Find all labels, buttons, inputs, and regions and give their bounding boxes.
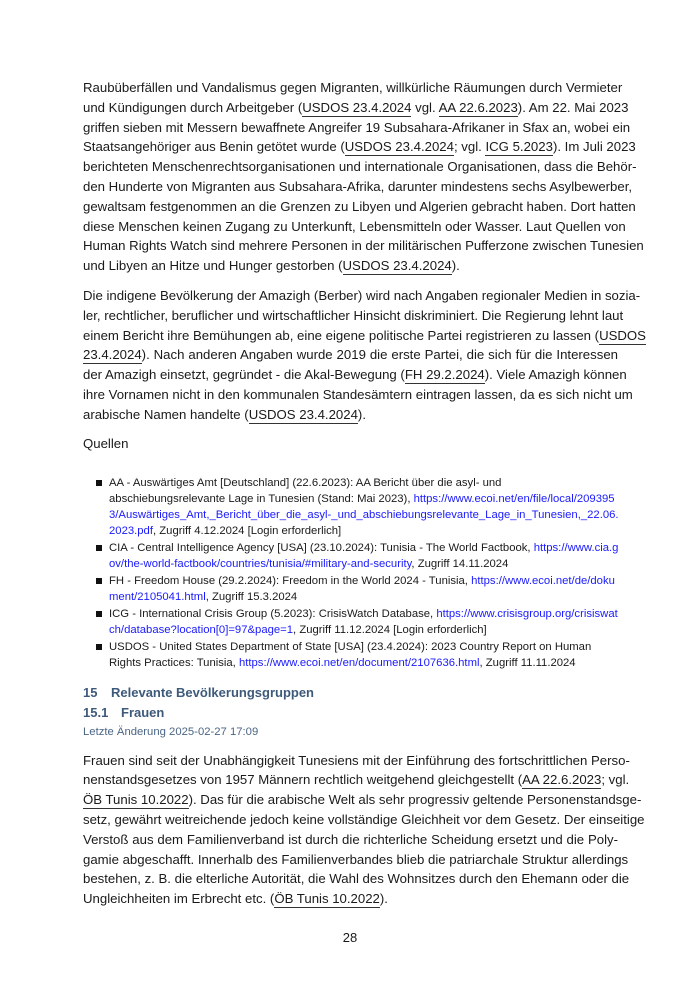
citation-link[interactable]: AA 22.6.2023 — [438, 99, 518, 115]
page-number: 28 — [342, 930, 358, 945]
text-segment: Staatsangehöriger aus Benin getötet wurde ( — [83, 139, 345, 155]
text-segment: ). Viele Amazigh können — [484, 367, 627, 383]
citation-link[interactable]: USDOS 23.4.2024 — [342, 258, 452, 274]
text-line — [83, 326, 646, 346]
text-segment: Frauen sind seit der Unabhängigkeit Tunesiens mit der Einführung des fortschrittlichen Perso- — [83, 752, 630, 768]
text-segment: arabische Namen handelte ( — [83, 406, 249, 422]
source-access-date: , Zugriff 11.12.2024 [Login erforderlich] — [293, 623, 487, 636]
text-line — [83, 217, 626, 237]
text-segment: Verstoß aus dem Familienverband ist durch die richterliche Scheidung ersetzt und die Poly- — [83, 831, 618, 847]
citation-link[interactable]: USDOS 23.4.2024 — [302, 99, 412, 115]
text-segment: ). Das für die arabische Welt als sehr progressiv geltende Personenstandsge- — [188, 792, 642, 808]
text-line — [83, 850, 629, 870]
citation-link[interactable]: ICG 5.2023 — [485, 139, 553, 155]
text-segment: griffen sieben mit Messern bewaffnete Angreifer 19 Subsahara-Afrikaner in Sfax an, wobei ein — [83, 119, 631, 135]
text-segment: Raubüberfällen und Vandalismus gegen Migranten, willkürliche Räumungen durch Vermieter — [83, 80, 623, 95]
section-number: 15 — [83, 684, 98, 700]
text-segment: gamie abgeschafft. Innerhalb des Familienverbandes blieb die patriarchale Struktur allerdings — [83, 851, 629, 867]
text-segment: nenstandsgesetzes von 1957 Männern rechtlich weitgehend gleichgestellt ( — [83, 772, 523, 788]
text-segment: und Libyen an Hitze und Hunger gestorben ( — [83, 258, 343, 274]
paragraph-amazigh — [83, 286, 646, 425]
text-segment: ). — [357, 406, 366, 422]
text-segment: ). Nach anderen Angaben wurde 2019 die erste Partei, die sich für die Interessen — [141, 347, 618, 363]
citation-link[interactable]: USDOS — [599, 327, 646, 343]
text-line — [83, 137, 636, 157]
source-access-date: , Zugriff 11.11.2024 — [479, 656, 576, 669]
text-segment: ). Am 22. Mai 2023 — [517, 99, 629, 115]
text-segment: und Kündigungen durch Arbeitgeber ( — [83, 99, 303, 115]
text-segment: Human Rights Watch sind mehrere Personen in der militärischen Pufferzone zwischen Tunesien — [83, 238, 644, 254]
text-line — [83, 286, 641, 306]
citation-link[interactable]: ÖB Tunis 10.2022 — [274, 891, 380, 907]
text-segment: bestehen, z. B. die elterliche Autorität, die Wahl des Wohnsitzes durch den Ehemann oder die — [83, 871, 630, 887]
source-text: ICG - International Crisis Group (5.2023): CrisisWatch Database, — [109, 607, 437, 620]
text-segment: gewaltsam festgenommen an die Grenzen zu Libyen und Algerien gebracht haben. Dort hatten — [83, 198, 636, 214]
source-url-link[interactable]: https://www.crisisgroup.org/crisiswatch/database?location[0]=97&page=1 — [109, 607, 618, 636]
text-line — [83, 365, 627, 385]
citation-link[interactable]: AA 22.6.2023 — [522, 772, 602, 788]
text-line — [83, 790, 642, 810]
text-line — [83, 770, 630, 790]
text-segment: berichteten Menschenrechtsorganisationen und internationale Organisationen, dass die Behör- — [83, 159, 637, 175]
text-line — [83, 78, 623, 98]
text-line — [83, 751, 630, 771]
source-text: AA - Auswärtiges Amt [Deutschland] (22.6.2023): AA Bericht über die asyl- und abschiebungsrelevante Lage in Tunesien (Stand: Mai 2023), — [109, 476, 502, 505]
text-segment: ihre Vornamen nicht in den kommunalen Standesämtern eintragen lassen, da es sich nicht um — [83, 386, 633, 402]
text-line — [83, 118, 631, 138]
source-access-date: , Zugriff 4.12.2024 [Login erforderlich] — [152, 524, 342, 537]
text-segment: ). — [379, 891, 388, 907]
source-text: CIA - Central Intelligence Agency [USA] (23.10.2024): Tunisia - The World Factbook, — [109, 541, 534, 554]
citation-link[interactable]: USDOS 23.4.2024 — [248, 406, 358, 422]
text-segment: ). Im Juli 2023 — [552, 139, 636, 155]
source-item — [95, 606, 619, 638]
last-changed: Letzte Änderung 2025-02-27 17:09 — [83, 725, 259, 738]
source-access-date: , Zugriff 15.3.2024 — [205, 590, 298, 603]
text-line — [83, 889, 618, 909]
text-segment: ler, rechtlicher, beruflicher und wirtschaftlicher Hinsicht diskriminiert. Die Regierung lehnt laut — [83, 307, 624, 323]
citation-link[interactable]: FH 29.2.2024 — [404, 367, 485, 383]
source-url-link[interactable]: https://www.cia.gov/the-world-factbook/countries/tunisia/#military-and-security — [109, 541, 619, 570]
subsection-title: Frauen — [121, 704, 165, 720]
text-line — [83, 256, 618, 276]
sources-list — [95, 475, 619, 671]
text-line — [83, 869, 630, 889]
subsection-number: 15.1 — [83, 704, 109, 720]
text-line — [83, 405, 618, 425]
paragraph-women — [83, 751, 645, 909]
text-segment: diese Menschen keinen Zugang zu Unterkunft, Lebensmitteln oder Wasser. Laut Quellen von — [83, 218, 626, 234]
text-segment: den Hunderte von Migranten aus Subsahara-Afrika, darunter mindestens sechs Asylbewerber, — [83, 178, 633, 194]
source-item — [95, 475, 619, 539]
text-line — [83, 197, 636, 217]
sources-heading: Quellen — [83, 435, 129, 451]
text-line — [83, 236, 644, 256]
paragraph-migrants — [83, 78, 644, 276]
source-url-link[interactable]: https://www.ecoi.net/en/file/local/2093953/Auswärtiges_Amt,_Bericht_über_die_asyl-_und_abschiebungsrelevante_Lage_in_Tunesien,_22.06.2023.pdf — [109, 492, 619, 537]
text-segment: setz, gewährt weitreichende jedoch keine vollständige Gleichheit vor dem Gesetz. Der einseitige — [83, 811, 645, 827]
section-heading — [83, 683, 618, 703]
text-segment: einem Bericht ihre Bemühungen ab, eine eigene politische Partei registrieren zu lassen ( — [83, 327, 600, 343]
text-line — [83, 830, 618, 850]
text-line — [83, 177, 633, 197]
source-text: USDOS - United States Department of State [USA] (23.4.2024): 2023 Country Report on Human Rights Practices: Tunisia, — [109, 640, 592, 669]
source-item — [95, 540, 619, 572]
source-text: FH - Freedom House (29.2.2024): Freedom in the World 2024 - Tunisia, — [109, 574, 472, 587]
text-segment: ; vgl. — [601, 772, 630, 788]
text-segment: Die indigene Bevölkerung der Amazigh (Berber) wird nach Angaben regionaler Medien in sozia- — [83, 287, 641, 303]
text-line — [83, 810, 645, 830]
text-line — [83, 157, 637, 177]
source-item — [95, 639, 619, 671]
text-line — [83, 345, 618, 365]
text-segment: der Amazigh einsetzt, gegründet - die Akal-Bewegung ( — [83, 367, 405, 383]
source-access-date: , Zugriff 14.11.2024 — [411, 557, 509, 570]
citation-link[interactable]: USDOS 23.4.2024 — [344, 139, 454, 155]
citation-link[interactable]: ÖB Tunis 10.2022 — [83, 792, 189, 808]
section-title: Relevante Bevölkerungsgruppen — [111, 684, 314, 700]
source-item — [95, 573, 619, 605]
subsection-heading — [83, 703, 618, 723]
text-segment: vgl. — [411, 99, 439, 115]
text-line — [83, 98, 629, 118]
text-segment: Ungleichheiten im Erbrecht etc. ( — [83, 891, 275, 907]
source-url-link[interactable]: https://www.ecoi.net/en/document/2107636.html — [238, 656, 480, 669]
text-line — [83, 385, 633, 405]
text-segment: ). — [451, 258, 460, 274]
text-line — [83, 306, 624, 326]
citation-link[interactable]: 23.4.2024 — [83, 347, 142, 363]
source-url-link[interactable]: https://www.ecoi.net/de/dokument/2105041.html — [109, 574, 615, 603]
text-segment: ; vgl. — [453, 139, 486, 155]
